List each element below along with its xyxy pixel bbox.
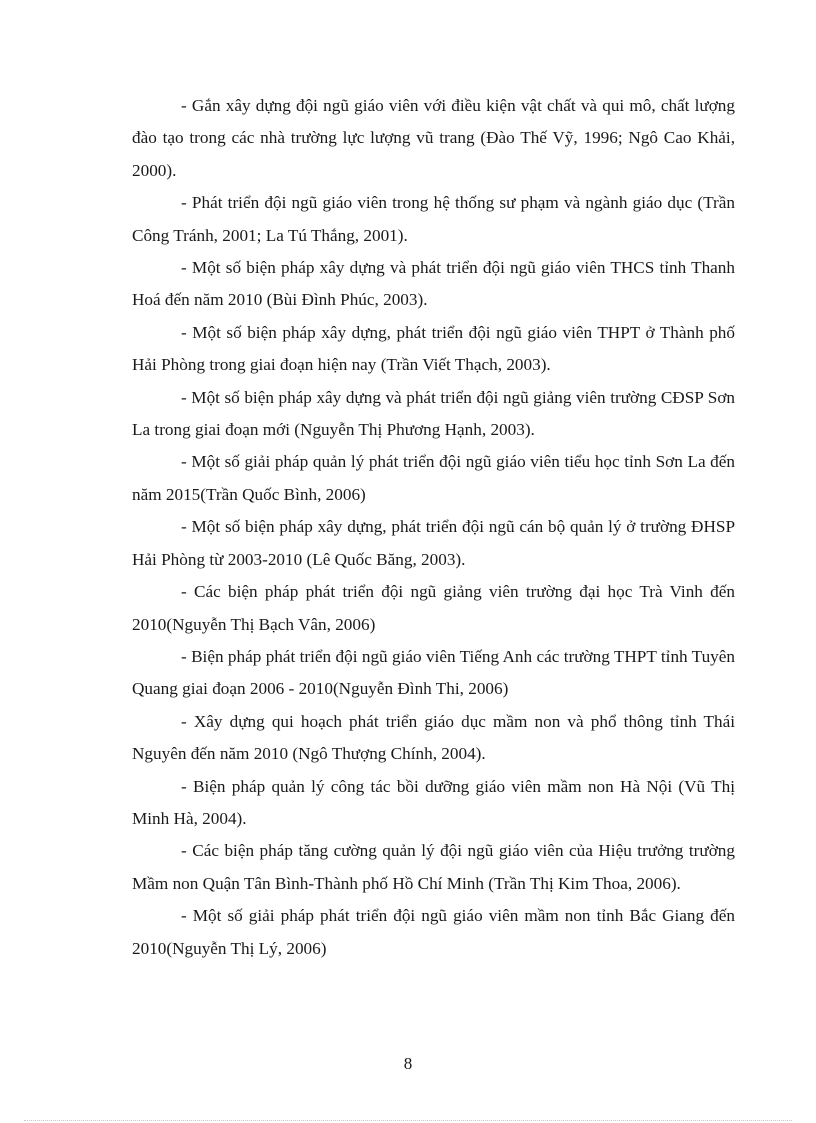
page-bottom-divider <box>24 1120 792 1121</box>
list-item: - Một số giải pháp phát triển đội ngũ giáo viên mầm non tỉnh Bắc Giang đến 2010(Nguyễn Thị Lý, 2006) <box>132 906 735 958</box>
list-item: - Một số giải pháp quản lý phát triển đội ngũ giáo viên tiểu học tỉnh Sơn La đến năm 2015(Trần Quốc Bình, 2006) <box>132 452 735 504</box>
document-body <box>132 90 735 965</box>
list-item: - Một số biện pháp xây dựng và phát triển đội ngũ giảng viên trường CĐSP Sơn La trong giai đoạn mới (Nguyễn Thị Phương Hạnh, 2003). <box>132 387 735 440</box>
list-item: - Biện pháp phát triển đội ngũ giáo viên Tiếng Anh các trường THPT tỉnh Tuyên Quang giai đoạn 2006 - 2010(Nguyễn Đình Thi, 2006) <box>132 646 735 699</box>
list-item: - Một số biện pháp xây dựng, phát triển đội ngũ cán bộ quản lý ở trường ĐHSP Hải Phòng từ 2003-2010 (Lê Quốc Băng, 2003). <box>132 517 735 569</box>
list-item: - Biện pháp quản lý công tác bồi dưỡng giáo viên mầm non Hà Nội (Vũ Thị Minh Hà, 2004). <box>132 776 735 828</box>
list-item: - Phát triển đội ngũ giáo viên trong hệ thống sư phạm và ngành giáo dục (Trần Công Tránh, 2001; La Tú Thắng, 2001). <box>132 193 735 245</box>
list-item: - Xây dựng qui hoạch phát triển giáo dục mầm non và phổ thông tỉnh Thái Nguyên đến năm 2010 (Ngô Thượng Chính, 2004). <box>132 711 735 764</box>
list-item: - Các biện pháp tăng cường quản lý đội ngũ giáo viên của Hiệu trưởng trường Mầm non Quận Tân Bình-Thành phố Hồ Chí Minh (Trần Thị Kim Thoa, 2006). <box>132 841 735 893</box>
list-item: - Một số biện pháp xây dựng và phát triển đội ngũ giáo viên THCS tỉnh Thanh Hoá đến năm 2010 (Bùi Đình Phúc, 2003). <box>132 258 735 310</box>
list-item: - Gắn xây dựng đội ngũ giáo viên với điều kiện vật chất và qui mô, chất lượng đào tạo trong các nhà trường lực lượng vũ trang (Đào Thế Vỹ, 1996; Ngô Cao Khải, 2000). <box>132 96 735 180</box>
list-item: - Một số biện pháp xây dựng, phát triển đội ngũ giáo viên THPT ở Thành phố Hải Phòng trong giai đoạn hiện nay (Trần Viết Thạch, 2003). <box>132 322 735 375</box>
list-item: - Các biện pháp phát triển đội ngũ giảng viên trường đại học Trà Vinh đến 2010(Nguyễn Thị Bạch Vân, 2006) <box>132 582 735 634</box>
page-number: 8 <box>403 1054 413 1073</box>
